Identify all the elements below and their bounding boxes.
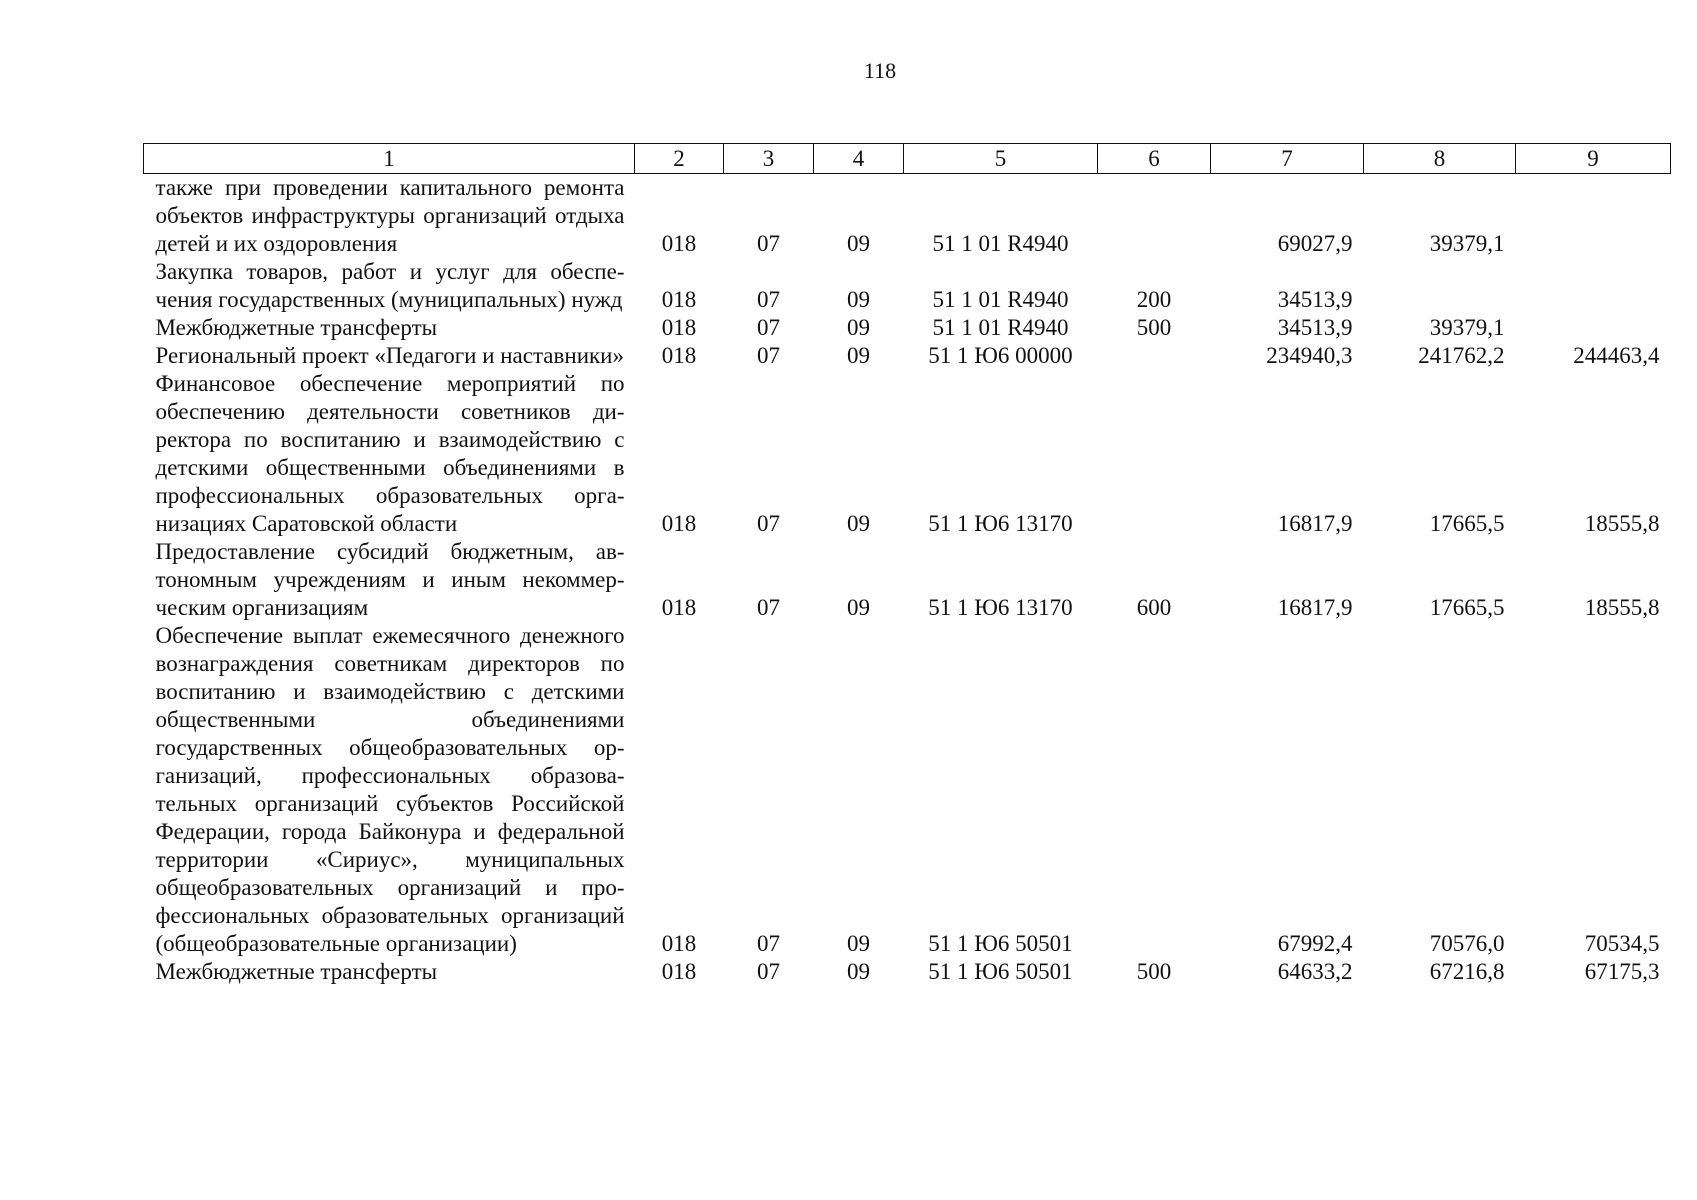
table-row — [144, 174, 1671, 259]
amount-col9: 18555,8 — [1584, 595, 1660, 620]
table-row — [144, 342, 1671, 370]
expense-name: Межбюджетные трансферты — [155, 959, 438, 984]
header-cell-5: 5 — [904, 144, 1098, 174]
amount-col9: 18555,8 — [1584, 511, 1660, 536]
expense-type-code: 600 — [1136, 595, 1172, 620]
target-article-code: 51 1 01 R4940 — [932, 287, 1069, 312]
subsection-code: 09 — [847, 595, 870, 620]
expense-type-code: 200 — [1136, 287, 1172, 312]
page-number: 118 — [863, 58, 897, 83]
subsection-code: 09 — [847, 511, 870, 536]
table-row — [144, 370, 1671, 538]
target-article-code: 51 1 Ю6 00000 — [928, 343, 1073, 368]
subsection-code: 09 — [847, 315, 870, 340]
section-code: 07 — [757, 931, 780, 956]
table-row — [144, 314, 1671, 342]
table-row — [144, 538, 1671, 622]
header-cell-7: 7 — [1211, 144, 1364, 174]
amount-col8: 17665,5 — [1429, 511, 1505, 536]
amount-col7: 67992,4 — [1277, 931, 1353, 956]
amount-col8: 67216,8 — [1429, 959, 1505, 984]
expense-name: Предоставление субсидий бюджетным, автономным учреждениям и иным некоммерческим организациям — [155, 539, 625, 620]
table-row — [144, 258, 1671, 314]
expense-type-code: 500 — [1136, 959, 1172, 984]
ministry-code: 018 — [661, 931, 697, 956]
expense-name: также при проведении капитального ремонта объектов инфраструктуры организаций отдыха детей и их оздоровления — [155, 175, 625, 256]
amount-col8 — [1364, 258, 1516, 314]
amount-col9 — [1516, 174, 1671, 259]
ministry-code: 018 — [661, 343, 697, 368]
expense-type-code — [1098, 342, 1211, 370]
target-article-code: 51 1 Ю6 13170 — [928, 511, 1073, 536]
target-article-code: 51 1 Ю6 13170 — [928, 595, 1073, 620]
expense-type-code — [1098, 174, 1211, 259]
subsection-code: 09 — [847, 931, 870, 956]
target-article-code: 51 1 Ю6 50501 — [928, 959, 1073, 984]
amount-col8: 39379,1 — [1429, 231, 1505, 256]
subsection-code: 09 — [847, 287, 870, 312]
section-code: 07 — [757, 315, 780, 340]
subsection-code: 09 — [847, 343, 870, 368]
target-article-code: 51 1 01 R4940 — [932, 315, 1069, 340]
header-cell-2: 2 — [635, 144, 724, 174]
subsection-code: 09 — [847, 231, 870, 256]
header-cell-4: 4 — [814, 144, 904, 174]
target-article-code: 51 1 01 R4940 — [932, 231, 1069, 256]
header-cell-6: 6 — [1098, 144, 1211, 174]
section-code: 07 — [757, 231, 780, 256]
table-row — [144, 622, 1671, 958]
amount-col7: 16817,9 — [1277, 595, 1353, 620]
expense-name: Финансовое обеспечение мероприятий по обеспечению деятельности советников директора по воспитанию и взаимодействию с детскими общественными объединениями в профессиональных образовательных организациях Саратовской области — [155, 371, 625, 536]
amount-col7: 69027,9 — [1277, 231, 1353, 256]
amount-col8: 241762,2 — [1418, 343, 1505, 368]
amount-col8: 17665,5 — [1429, 595, 1505, 620]
table-header — [144, 144, 1671, 174]
amount-col7: 34513,9 — [1277, 287, 1353, 312]
amount-col8: 39379,1 — [1429, 315, 1505, 340]
header-cell-8: 8 — [1364, 144, 1516, 174]
ministry-code: 018 — [661, 511, 697, 536]
amount-col9: 70534,5 — [1584, 931, 1660, 956]
ministry-code: 018 — [661, 959, 697, 984]
ministry-code: 018 — [661, 231, 697, 256]
header-cell-3: 3 — [724, 144, 814, 174]
ministry-code: 018 — [661, 287, 697, 312]
header-row — [144, 144, 1671, 174]
table-row — [144, 958, 1671, 986]
section-code: 07 — [757, 595, 780, 620]
header-cell-9: 9 — [1516, 144, 1671, 174]
subsection-code: 09 — [847, 959, 870, 984]
section-code: 07 — [757, 343, 780, 368]
table-body — [144, 174, 1671, 987]
section-code: 07 — [757, 287, 780, 312]
expense-type-code — [1098, 370, 1211, 538]
header-cell-1: 1 — [144, 144, 635, 174]
expense-name: Региональный проект «Педагоги и наставники» — [155, 343, 624, 368]
section-code: 07 — [757, 511, 780, 536]
amount-col9 — [1516, 314, 1671, 342]
budget-table — [143, 143, 1671, 986]
target-article-code: 51 1 Ю6 50501 — [928, 931, 1073, 956]
expense-name: Межбюджетные трансферты — [155, 315, 438, 340]
amount-col7: 16817,9 — [1277, 511, 1353, 536]
amount-col7: 64633,2 — [1277, 959, 1353, 984]
expense-type-code — [1098, 622, 1211, 958]
amount-col9: 244463,4 — [1573, 343, 1660, 368]
section-code: 07 — [757, 959, 780, 984]
amount-col9 — [1516, 258, 1671, 314]
expense-type-code: 500 — [1136, 315, 1172, 340]
expense-name: Закупка товаров, работ и услуг для обеспечения государственных (муниципальных) нужд — [155, 259, 625, 312]
amount-col9: 67175,3 — [1584, 959, 1660, 984]
amount-col7: 234940,3 — [1266, 343, 1353, 368]
amount-col8: 70576,0 — [1429, 931, 1505, 956]
ministry-code: 018 — [661, 595, 697, 620]
ministry-code: 018 — [661, 315, 697, 340]
amount-col7: 34513,9 — [1277, 315, 1353, 340]
expense-name: Обеспечение выплат ежемесячного денежного вознаграждения советникам директоров по воспитанию и взаимодействию с детскими общественными объединениями государственных общеобразовательных организаций, профессиональных образовательных организаций субъектов Российской Федерации, города Байконура и федеральной территории «Сириус», муниципальных общеобразовательных организаций и профессиональных образовательных организаций (общеобразовательные организации) — [155, 623, 625, 956]
